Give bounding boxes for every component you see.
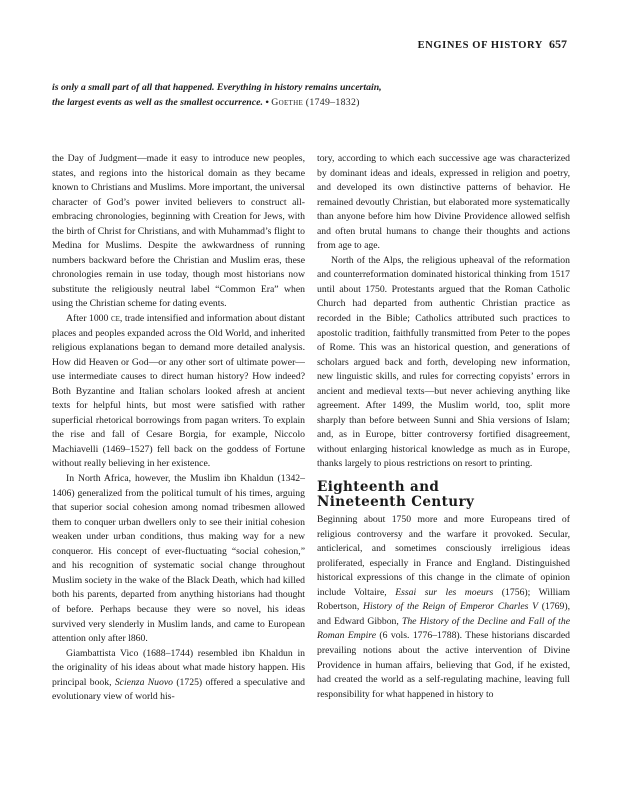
epigraph-quote-end: the largest events as well as the smallest occurrence.	[52, 97, 263, 108]
section-heading: Eighteenth and Nineteenth Century	[317, 479, 475, 511]
epigraph-attribution: Goethe (1749–1832)	[271, 97, 360, 108]
paragraph: Beginning about 1750 more and more Europeans tired of religious controversy and the warfare it provoked. Secular, anticlerical, and sometimes consciously irreligious ideas proliferated, especially in France and England. Distinguished historical expressions of this change in the climate of opinion include Voltaire, Essai sur les moeurs (1756); William Robertson, History of the Reign of Emperor Charles V (1769), and Edward Gibbon, The History of the Decline and Fall of the Roman Empire (6 vols. 1776–1788). These historians discarded prevailing notions about the active intervention of Divine Providence in human affairs, believing that God, if he existed, had created the world as a self-regulating machine, leaving full responsibility for what happened in history to	[317, 514, 571, 700]
era-abbreviation: ce	[110, 313, 120, 325]
paragraph: In North Africa, however, the Muslim ibn Khaldun (1342–1406) generalized from the political tumult of his times, arguing that superior social cohesion among nomad tribesmen allowed them to conquer urban dwellers only to see their initial cohesion weaken under urban conditions, thus making way for a new conqueror. His concept of ever-fluctuating “social cohesion,” and his recognition of systematic social change throughout Muslim society in the wake of the Black Death, which had killed both his parents, departed from anything historians had thought of before. Perhaps because they were so novel, his ideas survived very slenderly in Muslim lands, and came to European attention only after l860.	[52, 473, 305, 645]
paragraph: the Day of Judgment—made it easy to introduce new peoples, states, and regions into the historical domain as they became known to Christians and Muslims. More important, the universal character of God’s power invited believers to construct all-embracing chronologies, beginning with Creation for Jews, with the birth of Christ for Christians, and with Muhammad’s flight to Medina for Muslims. Despite the awkwardness of running numbers backward before the Christian and Muslim eras, these chronologies remain in use today, though most historians now substitute the religiously neutral label “Common Era” when using the Christian scheme for dating events.	[52, 153, 305, 310]
page-number: 657	[549, 37, 567, 51]
paragraph: North of the Alps, the religious upheaval of the reformation and counterreformation dominated historical thinking from 1517 until about 1750. Protestants argued that the Roman Catholic Church had departed from authentic Christian practice as recorded in the Bible; Catholics attributed such practices to apostolic tradition, faithfully transmitted from Peter to the popes of Rome. This was an historical question, and generations of scholars argued back and forth, developing new information, new linguistic skills, and rules for correcting copyists’ errors in ancient and medieval texts—but never achieving anything like agreement. After 1499, the Muslim world, too, split more sharply than before between Sunni and Shia versions of Islam; and, as in Europe, bitter controversy fortified disagreement, without enlarging historical knowledge as much as in Europe, thanks largely to pious restrictions on resort to printing.	[317, 254, 570, 470]
book-title: History of the Reign of Emperor Charles V	[362, 601, 539, 613]
running-header	[418, 37, 567, 52]
book-title: Scienza Nuovo	[114, 676, 174, 688]
paragraph: After 1000 ce, trade intensified and information about distant places and peoples expanded across the Old World, and inherited religious explanations began to demand more detailed analysis. How did Heaven or God—or any other sort of ultimate power—use intermediate causes to direct human history? How indeed? Both Byzantine and Italian scholars looked afresh at ancient texts for helpful hints, but most were satisfied with rather superficial rhetorical borrowings from pagan writers. To explain the rise and fall of Cesare Borgia, for example, Niccolo Machiavelli (1469–1527) fell back on the goddess of Fortune without really believing in her existence.	[52, 313, 305, 470]
right-column	[317, 152, 570, 702]
book-title: The History of the Decline and Fall of the Roman Empire	[317, 615, 570, 642]
epigraph-line-2	[52, 95, 512, 110]
epigraph	[52, 80, 512, 110]
book-title: Essai sur les moeurs	[395, 586, 494, 598]
running-header-title: ENGINES OF HISTORY	[417, 40, 543, 51]
paragraph: Giambattista Vico (1688–1744) resembled ibn Khaldun in the originality of his ideas about what made history happen. His principal book, Scienza Nuovo (1725) offered a speculative and evolutionary view of world his-	[52, 647, 305, 703]
paragraph: tory, according to which each successive age was characterized by dominant ideas and ideals, expressed in religion and poetry, and developed its own distinctive patterns of behavior. He remained devoutly Christian, but elaborated more systematically than anyone before him how Divine Providence allowed selfish and often brutal humans to change their thoughts and actions from age to age.	[317, 153, 570, 252]
epigraph-line-1: is only a small part of all that happened. Everything in history remains uncertain,	[52, 82, 382, 93]
left-column	[52, 152, 305, 705]
epigraph-bullet: •	[265, 97, 269, 108]
